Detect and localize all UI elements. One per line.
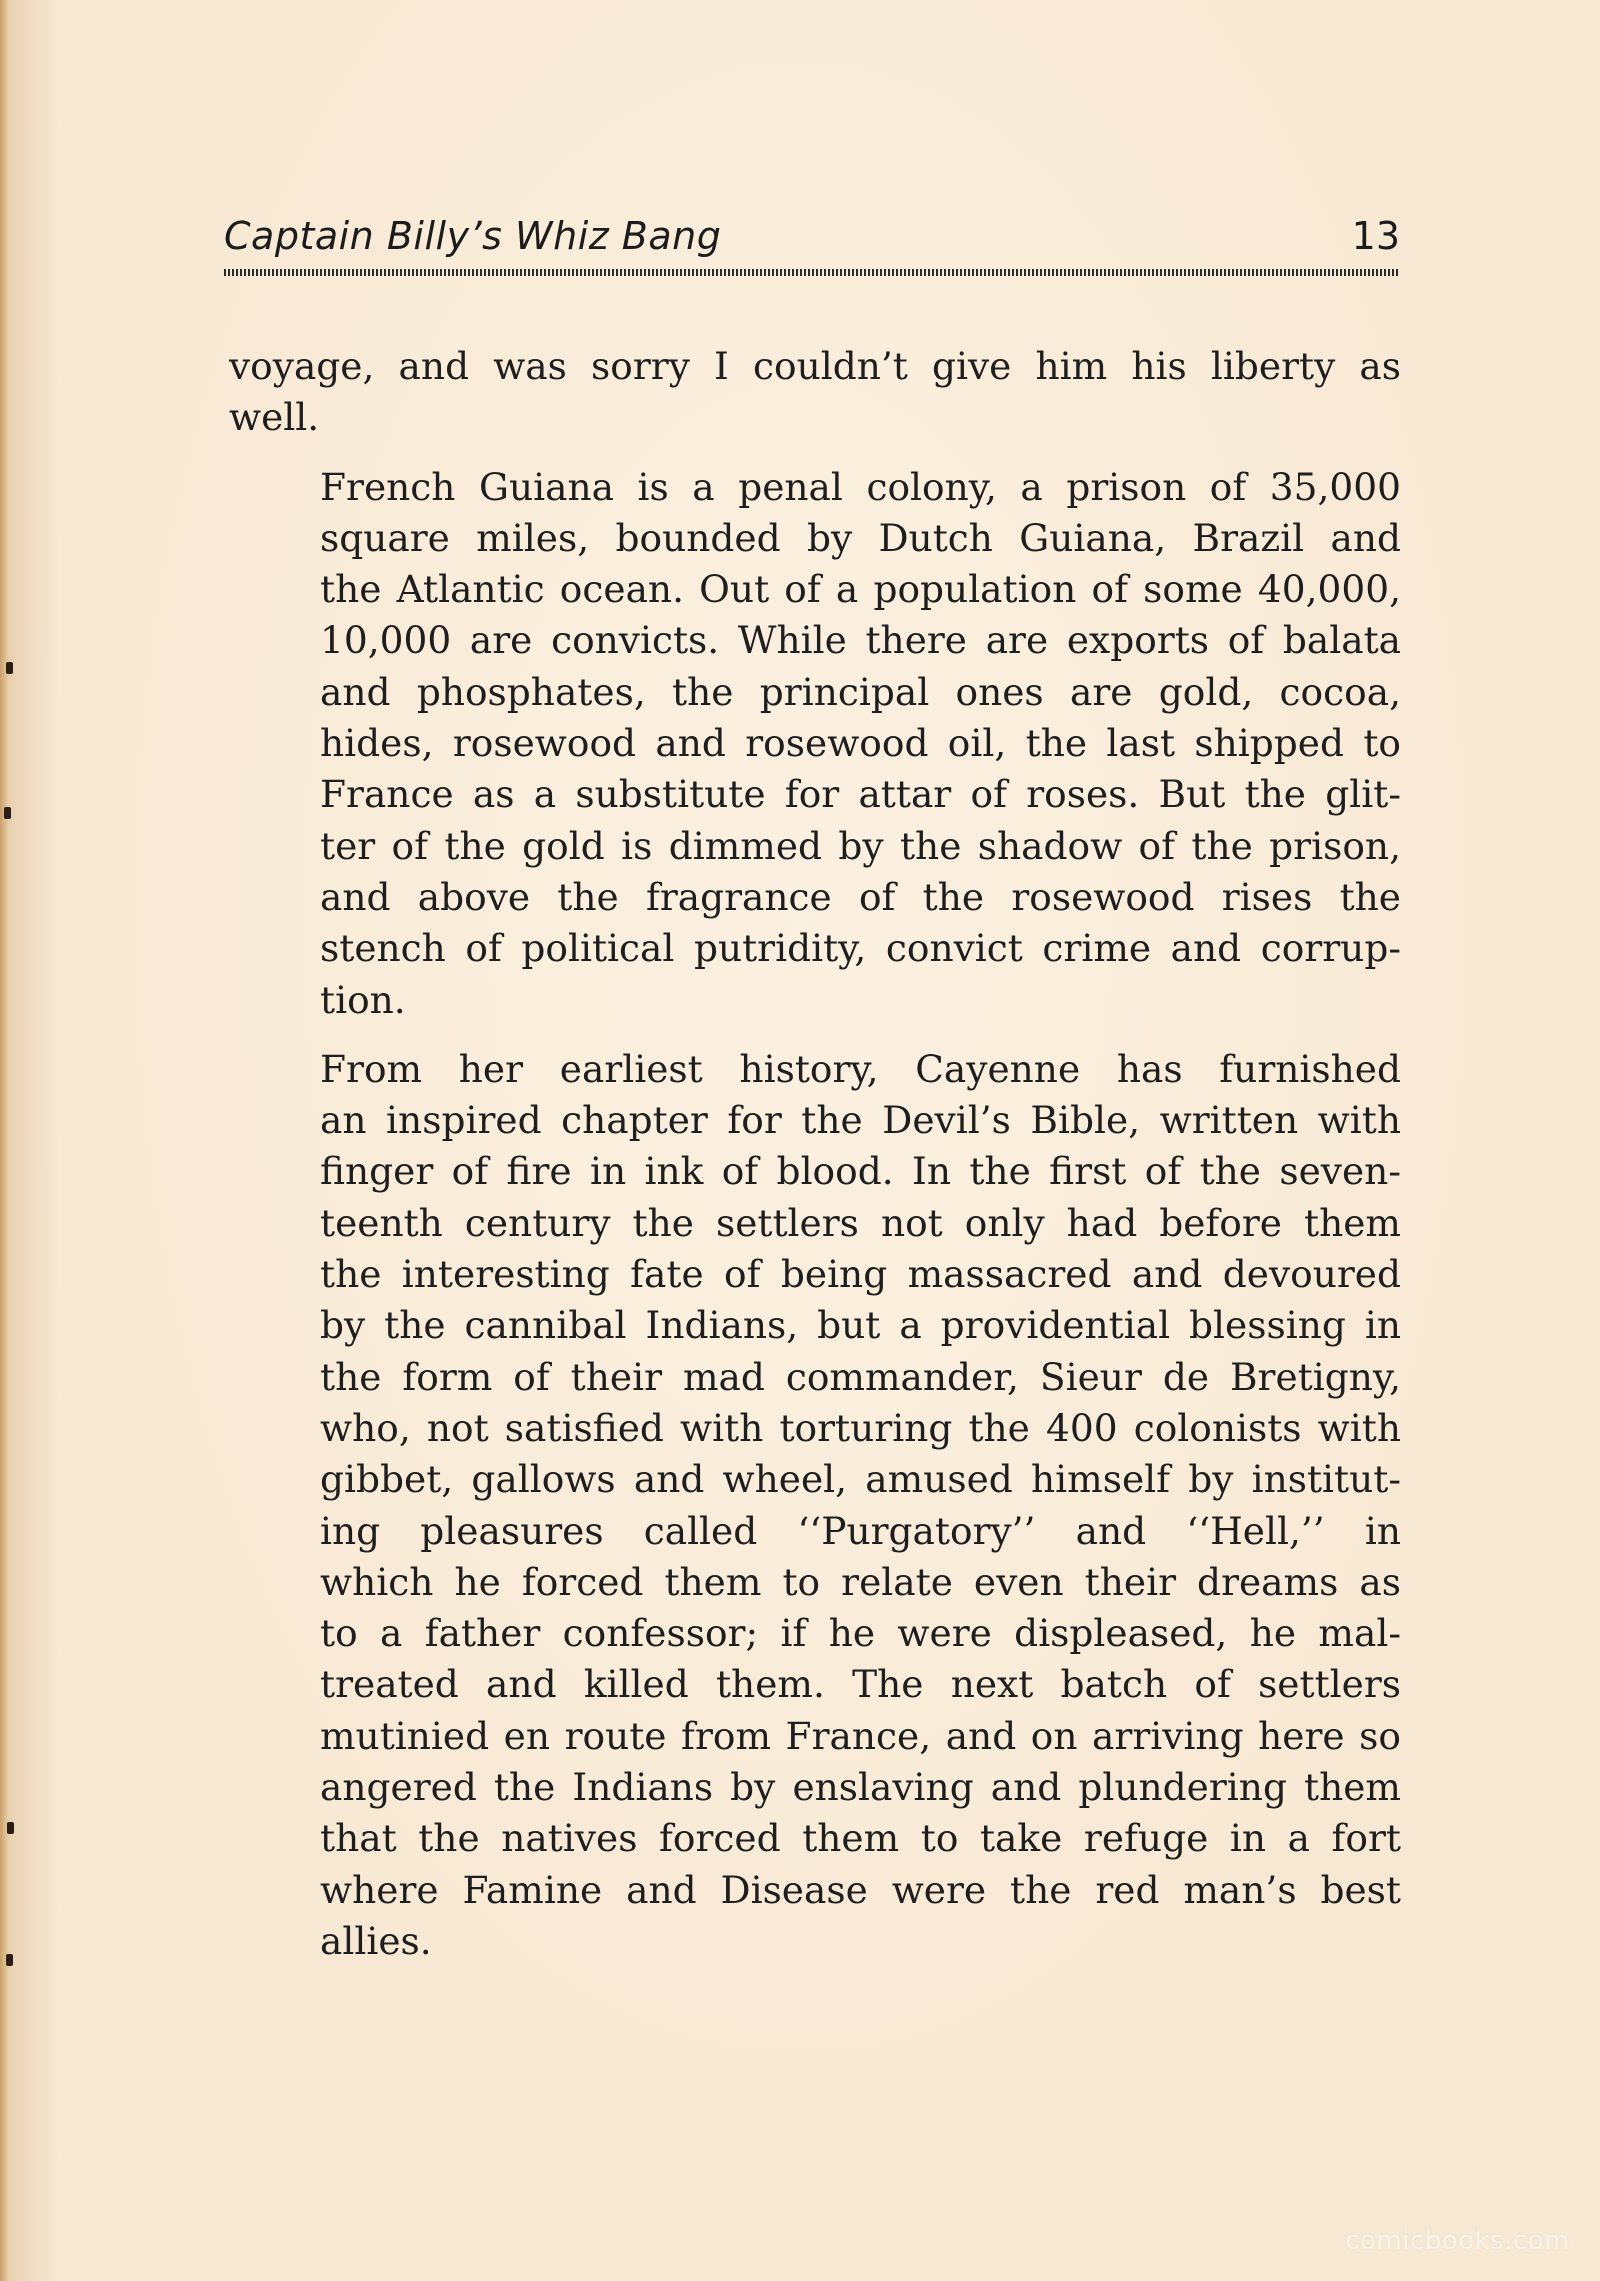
text-line: treated and killed them. The next batch of settlers — [320, 1662, 1401, 1707]
text-line: that the natives forced them to take refuge in a fort — [320, 1816, 1401, 1861]
running-head-rule — [224, 269, 1400, 276]
paragraph — [229, 341, 1401, 444]
body-text — [229, 341, 1401, 1985]
paragraph — [229, 1044, 1401, 1967]
text-line: ing pleasures called ‘‘Purgatory’’ and ‘‘Hell,’’ in — [320, 1508, 1401, 1553]
text-line: tion. — [320, 977, 406, 1022]
running-head-title: Captain Billy’s Whiz Bang — [224, 214, 722, 258]
spine-mark — [4, 807, 11, 819]
text-line: finger of fire in ink of blood. In the first of the seven- — [320, 1149, 1401, 1194]
spine-mark — [6, 1954, 13, 1966]
spine-mark — [7, 1822, 14, 1834]
text-line: mutinied en route from France, and on arriving here so — [320, 1713, 1401, 1758]
text-line: well. — [229, 395, 320, 440]
text-line: the Atlantic ocean. Out of a population of some 40,000, — [320, 567, 1401, 612]
text-line: allies. — [320, 1918, 432, 1963]
text-line: stench of political putridity, convict crime and corrup- — [320, 926, 1401, 971]
text-line: angered the Indians by enslaving and plundering them — [320, 1765, 1401, 1810]
text-line: to a father confessor; if he were displeased, he mal- — [320, 1611, 1401, 1656]
text-line: an inspired chapter for the Devil’s Bible, written with — [320, 1098, 1401, 1143]
text-line: the interesting fate of being massacred and devoured — [320, 1252, 1401, 1297]
text-line: ter of the gold is dimmed by the shadow of the prison, — [320, 823, 1401, 868]
text-line: which he forced them to relate even their dreams as — [320, 1559, 1401, 1604]
text-line: teenth century the settlers not only had before them — [320, 1200, 1401, 1245]
text-line: hides, rosewood and rosewood oil, the last shipped to — [320, 721, 1401, 766]
spine-mark — [6, 662, 13, 674]
text-line: gibbet, gallows and wheel, amused himself by institut- — [320, 1457, 1401, 1502]
text-line: From her earliest history, Cayenne has furnished — [320, 1046, 1401, 1091]
text-line: by the cannibal Indians, but a providential blessing in — [320, 1303, 1401, 1348]
page-spine-edge — [0, 0, 14, 2281]
text-line: and phosphates, the principal ones are gold, cocoa, — [320, 669, 1401, 714]
text-line: where Famine and Disease were the red man’s best — [320, 1867, 1401, 1912]
text-line: and above the fragrance of the rosewood rises the — [320, 874, 1401, 919]
watermark: comicbooks.com — [1345, 2226, 1570, 2256]
paragraph — [229, 462, 1401, 1026]
text-line: the form of their mad commander, Sieur de Bretigny, — [320, 1354, 1401, 1399]
text-line: voyage, and was sorry I couldn’t give him his liberty as — [229, 344, 1401, 388]
text-line: France as a substitute for attar of roses. But the glit- — [320, 772, 1401, 817]
text-line: 10,000 are convicts. While there are exports of balata — [320, 618, 1401, 663]
text-line: who, not satisfied with torturing the 400 colonists with — [320, 1405, 1401, 1450]
text-line: square miles, bounded by Dutch Guiana, Brazil and — [320, 515, 1401, 560]
running-head — [224, 214, 1400, 274]
page-number: 13 — [1351, 214, 1400, 258]
text-line: French Guiana is a penal colony, a prison of 35,000 — [320, 464, 1401, 509]
